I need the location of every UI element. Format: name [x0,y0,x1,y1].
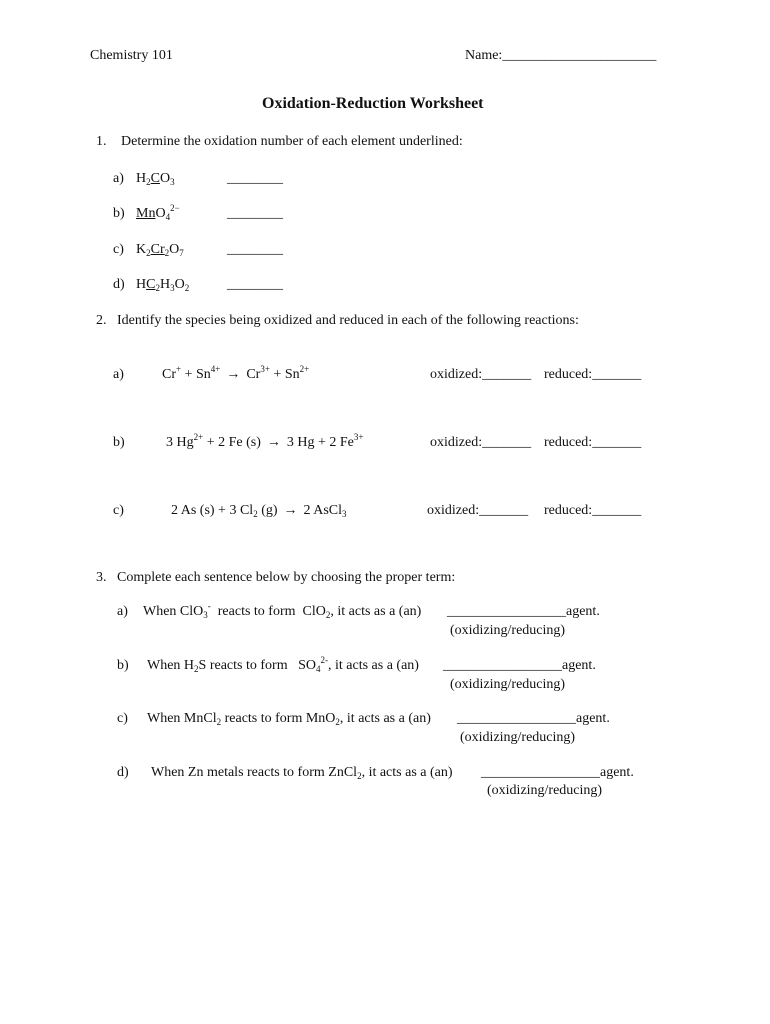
q1-item-b-letter: b) [113,206,125,221]
q3-item-d-sentence: When Zn metals reacts to form ZnCl$_2$, it acts as a (an) [151,765,453,781]
q3-item-c-choice: (oxidizing/reducing) [460,730,576,745]
q3-item-c-answer[interactable] [457,712,610,726]
q2-item-b-letter: b) [113,435,125,450]
q2-item-a-oxidized[interactable] [430,368,531,382]
agent-label: agent. [566,604,600,619]
oxidized-label: oxidized: [430,435,483,450]
oxidized-label: oxidized: [427,503,480,518]
agent-label: agent. [562,658,596,673]
q1-item-a-letter: a) [113,171,124,186]
q3-item-c-letter: c) [117,711,128,726]
q2-item-b-oxidized[interactable] [430,436,531,450]
q3-number: 3. [96,570,107,585]
q2-item-a-reduced[interactable] [544,368,641,382]
q3-item-b-choice: (oxidizing/reducing) [450,677,566,692]
reduced-blank[interactable]: _______ [592,503,642,518]
q3-item-b-letter: b) [117,658,129,673]
q1-item-d-letter: d) [113,277,125,292]
q3-item-c-sentence: When MnCl$_2$ reacts to form MnO$_2$, it acts as a (an) [147,711,431,727]
q2-item-c-oxidized[interactable] [427,504,528,518]
q1-item-c-letter: c) [113,242,124,257]
oxidized-label: oxidized: [430,367,483,382]
q3-item-a-answer[interactable] [447,605,600,619]
q3-item-a-choice: (oxidizing/reducing) [450,623,566,638]
q2-item-a-letter: a) [113,367,124,382]
q3-item-d-choice: (oxidizing/reducing) [487,783,603,798]
q2-item-b-reaction: 3 $Hg^{2+} + 2$ Fe (s) → 3 Hg + 2 $Fe^{3+}$ [166,432,364,450]
q2-item-c-letter: c) [113,503,124,518]
reduced-blank[interactable]: _______ [592,367,642,382]
course-title: Chemistry 101 [90,48,173,63]
reduced-label: reduced: [544,503,593,518]
q3-item-b-answer[interactable] [443,659,596,673]
q1-item-d-formula: $HC_2H_3O_2$ [136,277,190,293]
q1-item-a-blank[interactable]: ________ [227,171,283,186]
q2-prompt: Identify the species being oxidized and reduced in each of the following reactions: [117,313,579,328]
name-label: Name: [465,48,503,63]
q2-item-c-reduced[interactable] [544,504,641,518]
name-blank[interactable]: ______________________ [502,48,657,63]
q1-prompt: Determine the oxidation number of each element underlined: [121,134,463,149]
oxidized-blank[interactable]: _______ [479,503,529,518]
q2-number: 2. [96,313,107,328]
worksheet-title: Oxidation-Reduction Worksheet [262,95,484,112]
q1-item-c-formula: $K_2Cr_2O_7$ [136,242,184,258]
q1-item-a-formula: $H_2CO_3$ [136,171,175,187]
q2-item-c-reaction: 2 As (s) + 3 $Cl_2$ (g) → 2 AsCl$_3$ [171,503,347,519]
q3-prompt: Complete each sentence below by choosing the proper term: [117,570,456,585]
q1-item-b-blank[interactable]: ________ [227,206,283,221]
q1-item-c-blank[interactable]: ________ [227,242,283,257]
q3-item-b-sentence: When $H_2S$ reacts to form $SO_4^{2-}$, it acts as a (an) [147,655,419,674]
oxidized-blank[interactable]: _______ [482,435,532,450]
q1-number: 1. [96,134,107,149]
agent-label: agent. [576,711,610,726]
oxidized-blank[interactable]: _______ [482,367,532,382]
q3-item-a-sentence: When ClO$_3$- reacts to form ClO$_2$, it acts as a (an) [143,601,422,620]
q1-item-b-formula: MnO$_4^{2-}$ [136,203,180,222]
reduced-label: reduced: [544,367,593,382]
q2-item-b-reduced[interactable] [544,436,641,450]
reduced-blank[interactable]: _______ [592,435,642,450]
answer-blank[interactable]: _________________ [443,658,562,673]
answer-blank[interactable]: _________________ [481,765,600,780]
q2-item-a-reaction: $Cr^+ + Sn^{4+} \to Cr^{3+} + Sn^{2+}$ [162,364,310,382]
q3-item-d-letter: d) [117,765,129,780]
q3-item-a-letter: a) [117,604,128,619]
name-field[interactable] [465,49,656,63]
answer-blank[interactable]: _________________ [447,604,566,619]
q3-item-d-answer[interactable] [481,766,634,780]
q1-item-d-blank[interactable]: ________ [227,277,283,292]
reduced-label: reduced: [544,435,593,450]
answer-blank[interactable]: _________________ [457,711,576,726]
agent-label: agent. [600,765,634,780]
